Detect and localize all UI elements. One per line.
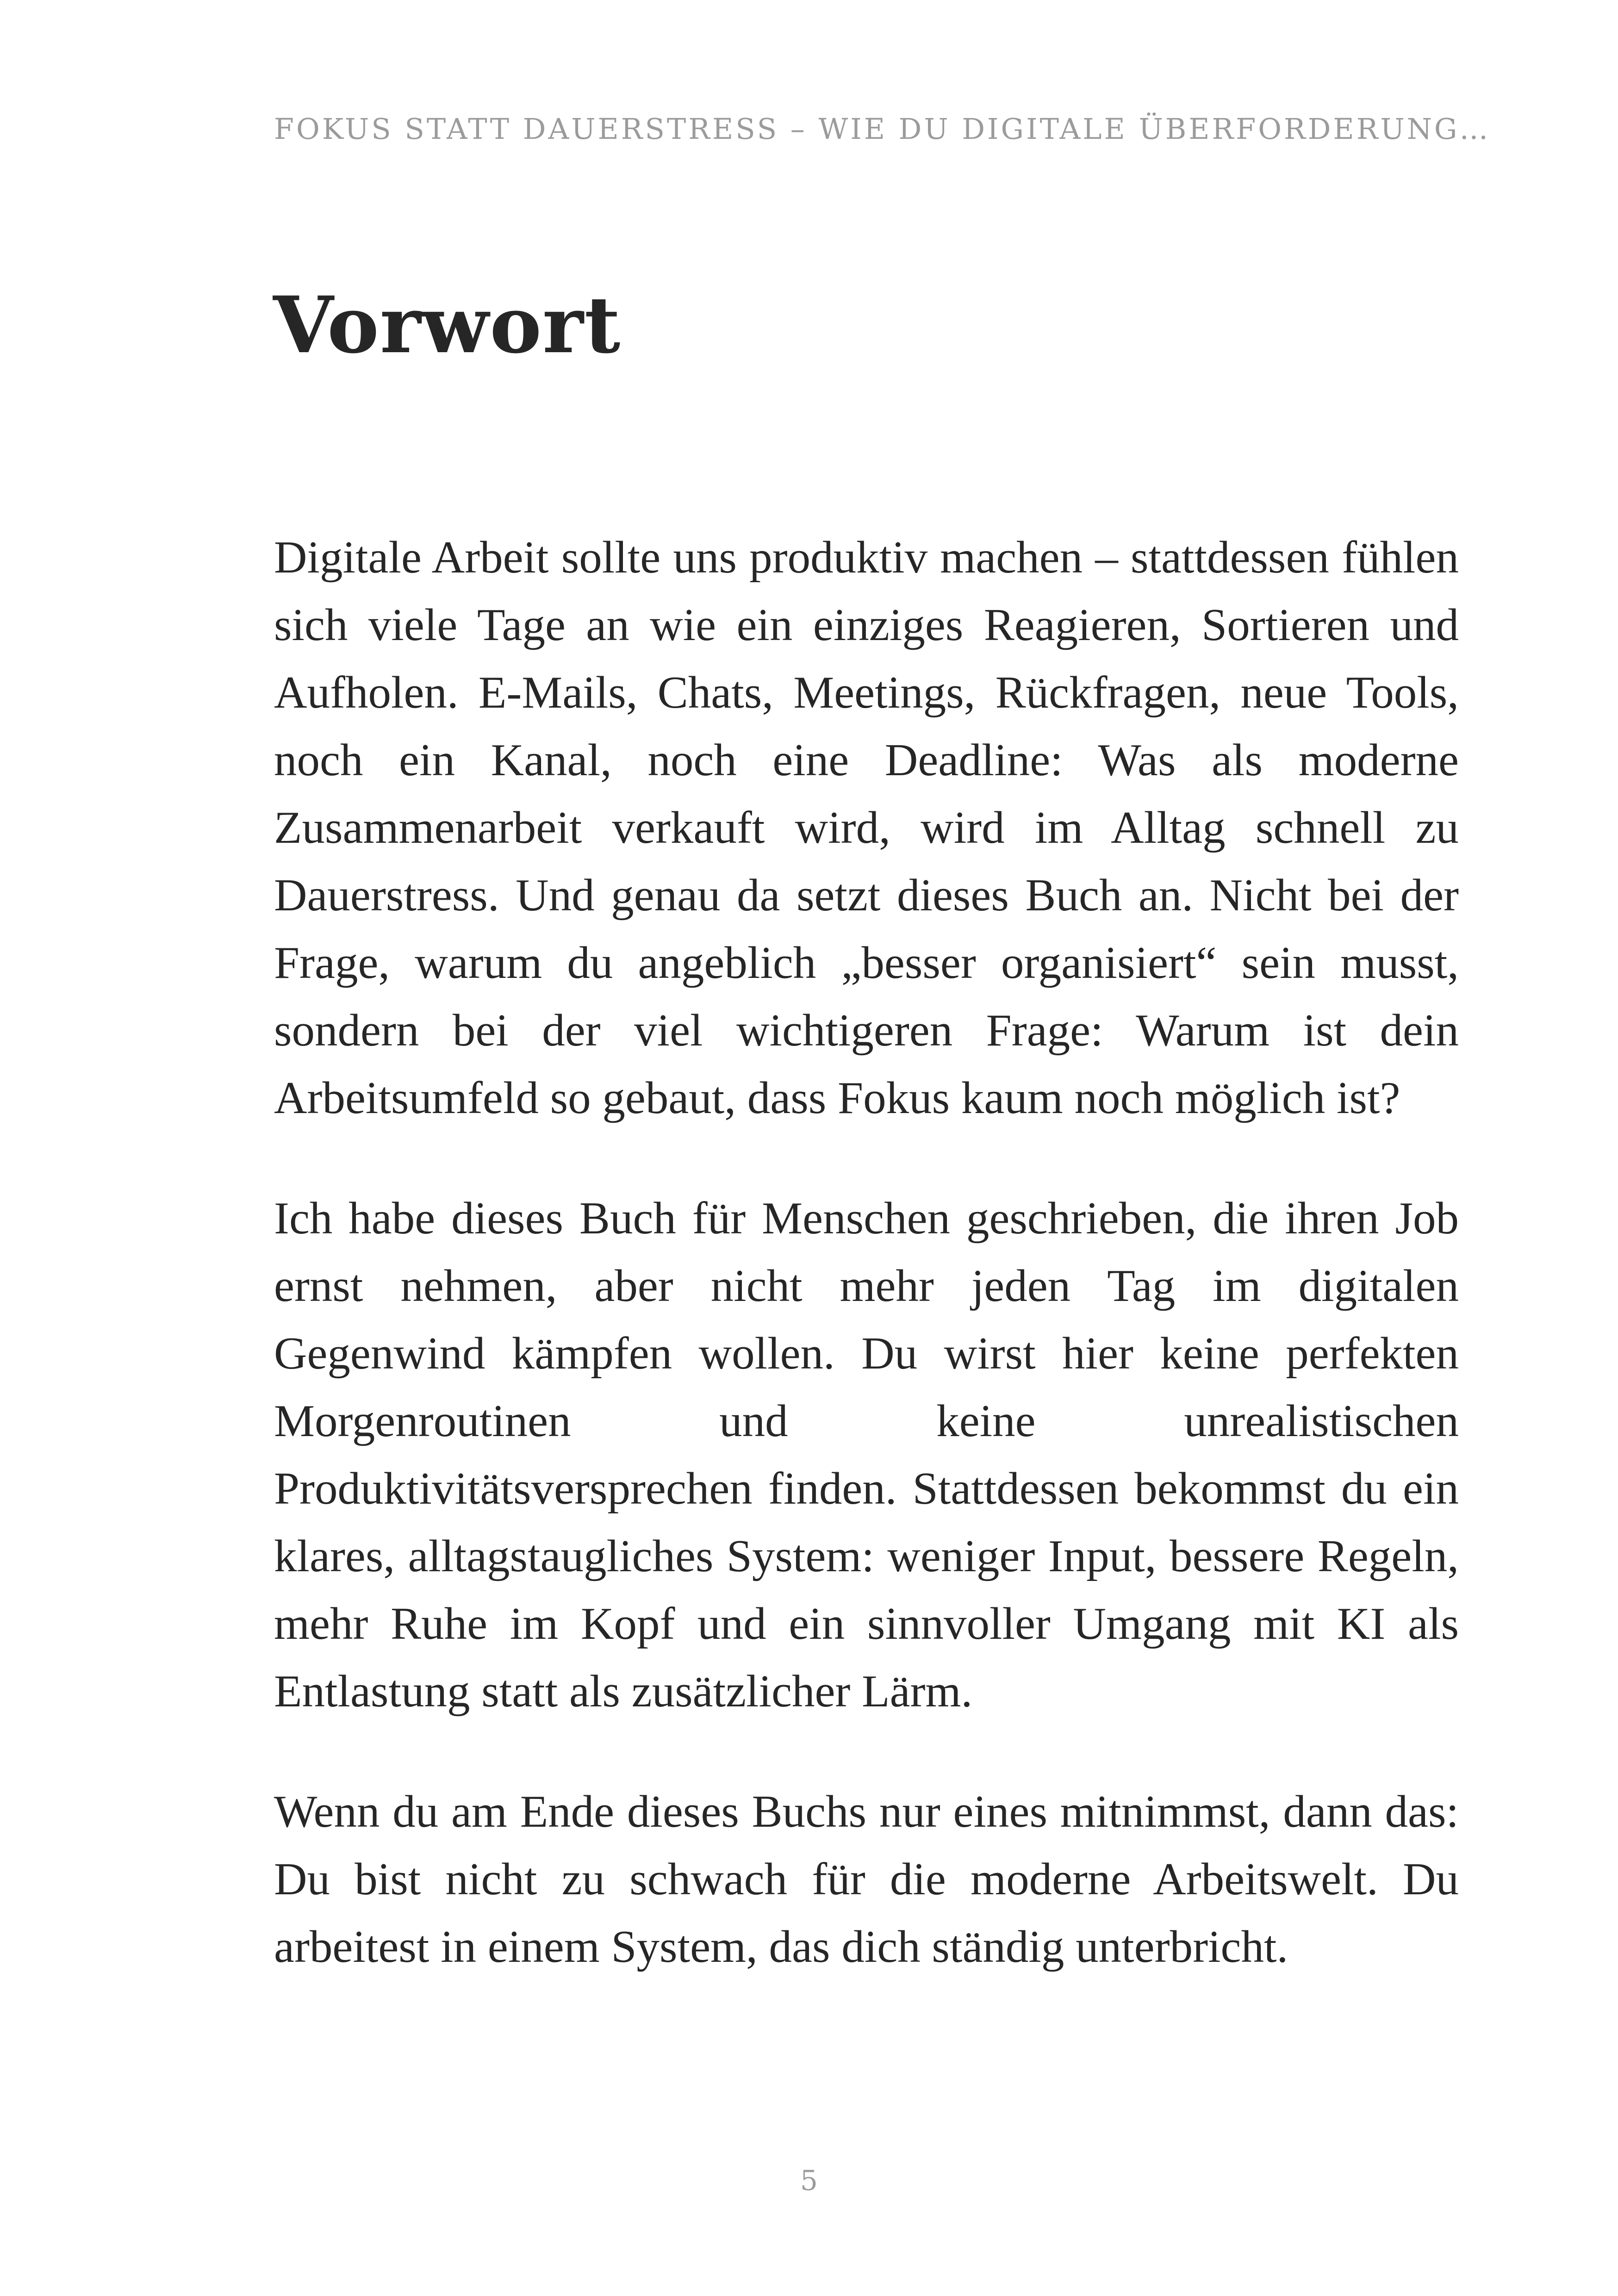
page-number: 5 — [800, 2165, 818, 2197]
paragraph-1: Digitale Arbeit sollte uns produktiv machen – stattdessen fühlen sich viele Tage an wie ein einziges Reagieren, Sortieren und Aufholen. E-Mails, Chats, Meetings, Rückfragen, neue Tools, noch ein Kanal, noch eine Deadline: Was als moderne Zusammenarbeit verkauft wird, wird im Alltag schnell zu Dauerstress. Und genau da setzt dieses Buch an. Nicht bei der Frage, warum du angeblich „besser organisiert“ sein musst, sondern bei der viel wichtigeren Frage: Warum ist dein Arbeitsumfeld so gebaut, dass Fokus kaum noch möglich ist? — [274, 532, 1459, 1123]
running-header: FOKUS STATT DAUERSTRESS – WIE DU DIGITALE ÜBERFORDERUNG… — [274, 112, 1491, 146]
paragraph-3: Wenn du am Ende dieses Buchs nur eines mitnimmst, dann das: Du bist nicht zu schwach für die moderne Arbeitswelt. Du arbeitest in einem System, das dich ständig unterbricht. — [274, 1786, 1459, 1972]
body-text — [274, 524, 1459, 2034]
paragraph-2: Ich habe dieses Buch für Menschen geschrieben, die ihren Job ernst nehmen, aber nicht mehr jeden Tag im digitalen Gegenwind kämpfen wollen. Du wirst hier keine perfekten Morgenroutinen und keine unrealistischen Produktivitätsversprechen finden. Stattdessen bekommst du ein klares, alltagstaugliches System: weniger Input, bessere Regeln, mehr Ruhe im Kopf und ein sinnvoller Umgang mit KI als Entlastung statt als zusätzlicher Lärm. — [274, 1193, 1459, 1717]
chapter-title: Vorwort — [273, 279, 622, 371]
